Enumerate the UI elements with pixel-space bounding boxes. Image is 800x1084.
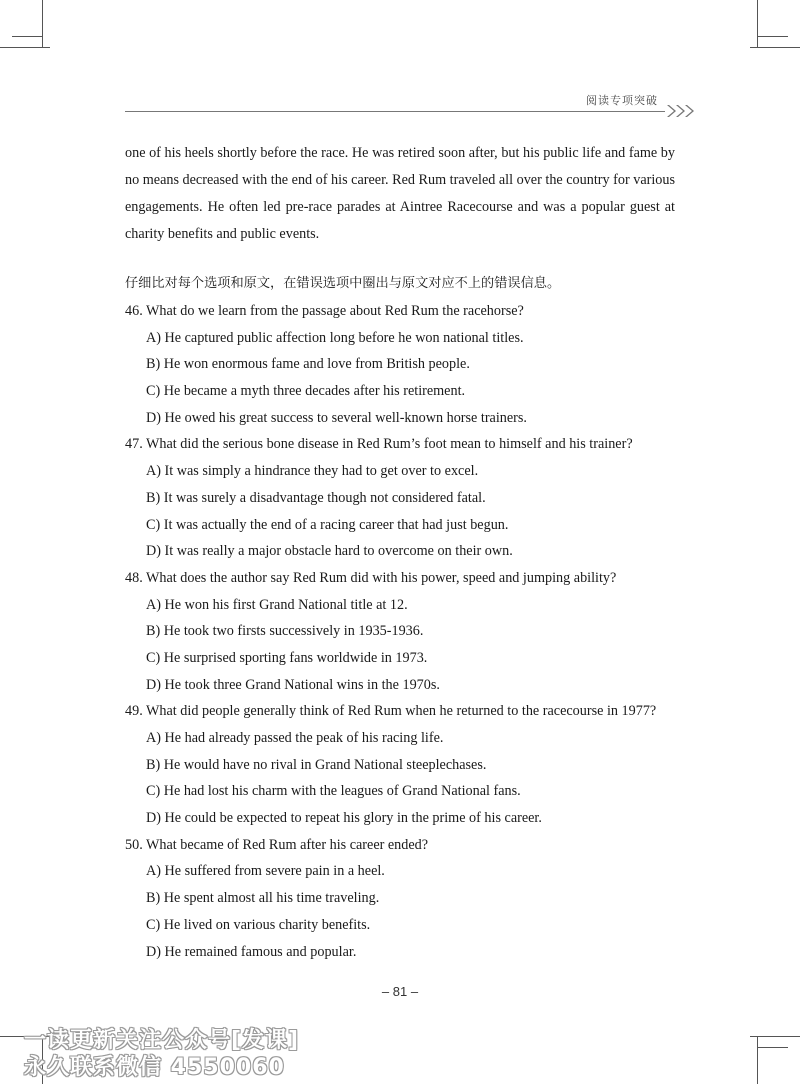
- option-a: A) He had already passed the peak of his racing life.: [146, 730, 444, 746]
- option-d: D) He remained famous and popular.: [146, 943, 357, 960]
- option-c: C) He lived on various charity benefits.: [146, 916, 371, 933]
- header-rule: [125, 111, 665, 112]
- option-a: A) It was simply a hindrance they had to get over to excel.: [146, 463, 479, 480]
- section-title: 阅读专项突破: [586, 94, 658, 107]
- question-stem: 48. What does the author say Red Rum did with his power, speed and jumping ability?: [125, 569, 617, 586]
- question-47: [125, 431, 685, 564]
- option-a: A) He won his first Grand National title at 12.: [146, 596, 408, 613]
- question-stem: 49. What did people generally think of Red Rum when he returned to the racecourse in 1977?: [125, 703, 657, 720]
- crop-mark-top-left-inner: [12, 36, 42, 37]
- question-48: [125, 565, 685, 698]
- page-number: – 81 –: [381, 984, 419, 999]
- crop-mark-top-right-inner: [758, 36, 788, 37]
- crop-mark-bottom-right-horizontal: [750, 1036, 800, 1037]
- option-c: C) He surprised sporting fans worldwide in 1973.: [146, 649, 428, 666]
- option-b: B) He would have no rival in Grand National steeplechases.: [146, 756, 487, 773]
- crop-mark-top-right-vertical: [757, 0, 758, 48]
- instruction-text: 仔细比对每个选项和原文，在错误选项中圈出与原文对应不上的错误信息。: [125, 276, 561, 291]
- crop-mark-bottom-right-inner: [758, 1047, 788, 1048]
- crop-mark-top-left-vertical: [42, 0, 43, 48]
- option-c: C) He had lost his charm with the leagues of Grand National fans.: [146, 783, 521, 800]
- question-stem: 50. What became of Red Rum after his career ended?: [125, 836, 429, 853]
- question-46: [125, 298, 685, 431]
- crop-mark-top-right-horizontal: [750, 47, 800, 48]
- option-d: D) He could be expected to repeat his glory in the prime of his career.: [146, 810, 542, 827]
- option-a: A) He captured public affection long before he won national titles.: [146, 329, 524, 346]
- watermark-line-1: 一读更新关注公众号[发课]: [24, 1028, 300, 1053]
- question-stem: 46. What do we learn from the passage about Red Rum the racehorse?: [125, 303, 524, 319]
- question-50: [125, 832, 685, 965]
- passage-text: one of his heels shortly before the race. He was retired soon after, but his public life and fame by no means decreased with the end of his career. Red Rum traveled all over the country for various engagements. He often led pre-race parades at Aintree Racecourse and was a popular guest at charity benefits and public events.: [125, 145, 675, 242]
- crop-mark-top-left-horizontal: [0, 47, 50, 48]
- watermark-line-2: 永久联系微信 4550060: [24, 1055, 285, 1080]
- crop-mark-bottom-right-vertical: [757, 1036, 758, 1084]
- option-c: C) He became a myth three decades after his retirement.: [146, 383, 466, 400]
- question-49: [125, 698, 685, 831]
- question-list: [125, 298, 685, 965]
- option-c: C) It was actually the end of a racing career that had just begun.: [146, 516, 509, 533]
- option-d: D) He owed his great success to several well-known horse trainers.: [146, 409, 527, 426]
- option-d: D) It was really a major obstacle hard to overcome on their own.: [146, 543, 513, 560]
- triple-chevron-right-icon: [666, 102, 696, 120]
- option-b: B) He won enormous fame and love from British people.: [146, 356, 470, 373]
- option-b: B) He spent almost all his time traveling.: [146, 890, 380, 907]
- option-a: A) He suffered from severe pain in a heel.: [146, 863, 385, 880]
- option-b: B) He took two firsts successively in 1935-1936.: [146, 623, 424, 640]
- question-stem: 47. What did the serious bone disease in Red Rum’s foot mean to himself and his trainer?: [125, 436, 633, 453]
- option-d: D) He took three Grand National wins in the 1970s.: [146, 676, 440, 693]
- option-b: B) It was surely a disadvantage though not considered fatal.: [146, 489, 486, 506]
